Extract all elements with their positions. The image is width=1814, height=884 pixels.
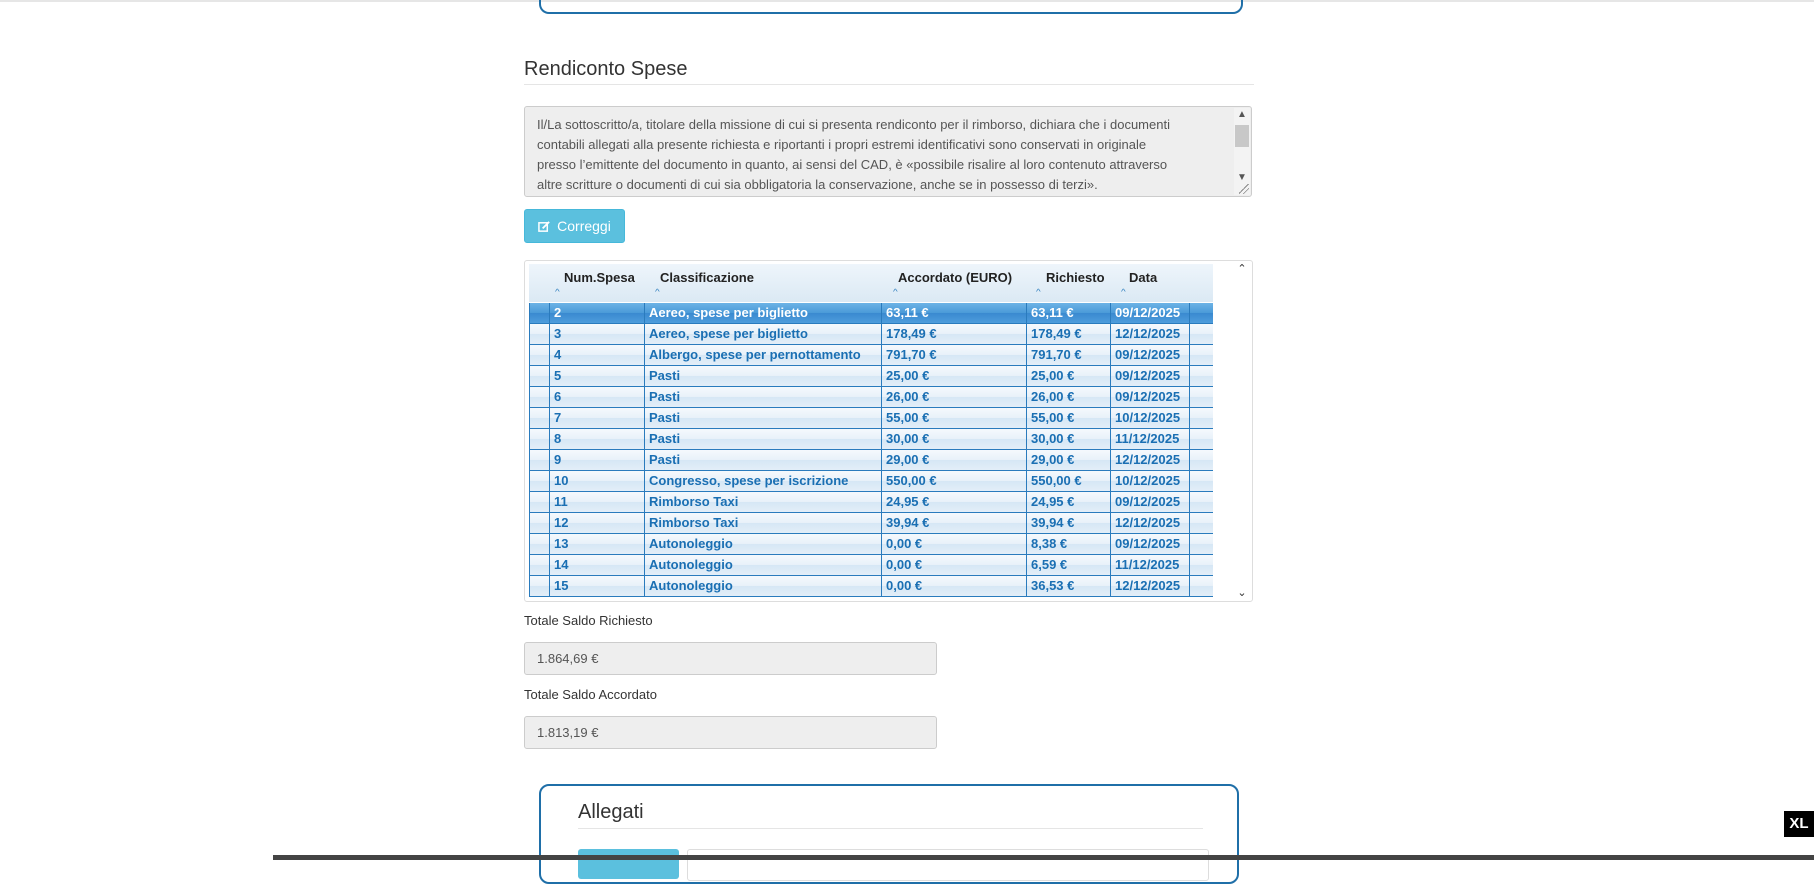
horizontal-scrollbar[interactable] [273,855,1814,860]
cell-accordato: 0,00 € [881,534,1026,554]
cell-richiesto: 36,53 € [1026,576,1110,596]
row-indicator [529,492,549,512]
row-indicator [529,534,549,554]
table-row[interactable] [529,534,1213,555]
allegati-file-input[interactable] [687,849,1209,881]
cell-richiesto: 8,38 € [1026,534,1110,554]
cell-data: 12/12/2025 [1110,324,1190,344]
cell-accordato: 26,00 € [881,387,1026,407]
cell-classificazione: Pasti [644,429,881,449]
row-indicator [529,471,549,491]
declaration-textarea[interactable] [524,106,1252,197]
section-divider [524,84,1254,85]
sort-caret-icon[interactable]: ^ [1121,288,1126,297]
cell-classificazione: Aereo, spese per biglietto [644,324,881,344]
scroll-thumb[interactable] [1235,125,1249,147]
cell-classificazione: Autonoleggio [644,555,881,575]
cell-accordato: 29,00 € [881,450,1026,470]
row-indicator [529,429,549,449]
cell-num-spesa: 3 [549,324,644,344]
cell-richiesto: 6,59 € [1026,555,1110,575]
totale-richiesto-field[interactable]: 1.864,69 € [524,642,937,675]
previous-panel [539,0,1243,14]
row-indicator [529,324,549,344]
scroll-down-icon[interactable]: ▼ [1237,172,1247,183]
cell-richiesto: 550,00 € [1026,471,1110,491]
grid-body [529,303,1213,597]
cell-data: 09/12/2025 [1110,345,1190,365]
table-row[interactable] [529,513,1213,534]
cell-num-spesa: 6 [549,387,644,407]
cell-data: 12/12/2025 [1110,576,1190,596]
cell-num-spesa: 9 [549,450,644,470]
cell-accordato: 24,95 € [881,492,1026,512]
cell-data: 11/12/2025 [1110,429,1190,449]
cell-data: 09/12/2025 [1110,303,1190,323]
section-title: Rendiconto Spese [524,58,688,80]
cell-classificazione: Pasti [644,366,881,386]
cell-accordato: 0,00 € [881,555,1026,575]
row-indicator [529,576,549,596]
cell-num-spesa: 15 [549,576,644,596]
cell-richiesto: 55,00 € [1026,408,1110,428]
cell-richiesto: 39,94 € [1026,513,1110,533]
table-row[interactable] [529,576,1213,597]
cell-richiesto: 178,49 € [1026,324,1110,344]
row-indicator [529,450,549,470]
cell-classificazione: Aereo, spese per biglietto [644,303,881,323]
totale-richiesto-label: Totale Saldo Richiesto [524,613,653,628]
row-indicator [529,345,549,365]
cell-richiesto: 24,95 € [1026,492,1110,512]
table-row[interactable] [529,324,1213,345]
row-indicator [529,408,549,428]
scroll-up-icon[interactable]: ▲ [1237,109,1247,120]
declaration-line: contabili allegati alla presente richiesta e riportanti i propri estremi identificativi sono conservati in originale [537,137,1147,152]
cell-num-spesa: 5 [549,366,644,386]
cell-richiesto: 63,11 € [1026,303,1110,323]
cell-data: 12/12/2025 [1110,450,1190,470]
cell-num-spesa: 2 [549,303,644,323]
cell-classificazione: Albergo, spese per pernottamento [644,345,881,365]
grid-header [529,264,1213,302]
scroll-up-icon[interactable]: ⌃ [1237,263,1247,275]
spese-grid [524,260,1253,602]
table-row[interactable] [529,555,1213,576]
declaration-line: Il/La sottoscritto/a, titolare della missione di cui si presenta rendiconto per il rimborso, dichiara che i documenti [537,117,1170,132]
cell-richiesto: 26,00 € [1026,387,1110,407]
table-row[interactable] [529,366,1213,387]
allegati-panel [539,784,1239,884]
grid-scrollbar[interactable] [1233,262,1251,600]
cell-richiesto: 791,70 € [1026,345,1110,365]
cell-accordato: 178,49 € [881,324,1026,344]
allegati-divider [578,828,1203,829]
table-row[interactable] [529,387,1213,408]
cell-richiesto: 25,00 € [1026,366,1110,386]
row-indicator [529,387,549,407]
cell-classificazione: Autonoleggio [644,576,881,596]
resize-handle-icon[interactable] [1239,184,1249,194]
cell-num-spesa: 14 [549,555,644,575]
sort-caret-icon[interactable]: ^ [655,288,660,297]
cell-data: 09/12/2025 [1110,366,1190,386]
declaration-scrollbar[interactable] [1234,108,1250,195]
cell-accordato: 25,00 € [881,366,1026,386]
cell-num-spesa: 13 [549,534,644,554]
row-indicator [529,555,549,575]
allegati-upload-button[interactable] [578,849,679,879]
table-row[interactable] [529,408,1213,429]
cell-num-spesa: 10 [549,471,644,491]
table-row[interactable] [529,471,1213,492]
correggi-label: Correggi [557,218,611,234]
totale-accordato-field[interactable]: 1.813,19 € [524,716,937,749]
col-header-richiesto[interactable]: Richiesto [1046,270,1105,285]
sort-caret-icon[interactable]: ^ [893,288,898,297]
cell-classificazione: Rimborso Taxi [644,513,881,533]
cell-num-spesa: 12 [549,513,644,533]
sort-caret-icon[interactable]: ^ [555,288,560,297]
cell-accordato: 0,00 € [881,576,1026,596]
col-header-classificazione[interactable]: Classificazione [660,270,754,285]
cell-accordato: 55,00 € [881,408,1026,428]
cell-data: 09/12/2025 [1110,492,1190,512]
scroll-down-icon[interactable]: ⌄ [1237,587,1247,599]
table-row[interactable] [529,492,1213,513]
cell-accordato: 550,00 € [881,471,1026,491]
cell-num-spesa: 7 [549,408,644,428]
cell-data: 12/12/2025 [1110,513,1190,533]
cell-richiesto: 30,00 € [1026,429,1110,449]
cell-data: 10/12/2025 [1110,471,1190,491]
col-header-accordato[interactable]: Accordato (EURO) [898,270,1013,285]
allegati-title: Allegati [578,801,644,823]
cell-classificazione: Congresso, spese per iscrizione [644,471,881,491]
cell-data: 09/12/2025 [1110,534,1190,554]
cell-classificazione: Autonoleggio [644,534,881,554]
cell-richiesto: 29,00 € [1026,450,1110,470]
row-indicator [529,513,549,533]
edit-icon [538,220,551,233]
row-indicator [529,366,549,386]
cell-accordato: 30,00 € [881,429,1026,449]
col-header-num[interactable]: Num.Spesa [564,270,635,285]
breakpoint-badge: XL [1784,811,1814,837]
declaration-text [537,115,1229,195]
table-row[interactable] [529,429,1213,450]
cell-num-spesa: 8 [549,429,644,449]
correggi-button[interactable] [524,209,625,243]
row-indicator [529,303,549,323]
table-row[interactable] [529,303,1213,324]
declaration-line: presso l’emittente del documento in quanto, ai sensi del CAD, è «possibile risalire al loro contenuto attraverso [537,157,1168,172]
cell-classificazione: Pasti [644,387,881,407]
table-row[interactable] [529,345,1213,366]
cell-num-spesa: 4 [549,345,644,365]
table-row[interactable] [529,450,1213,471]
cell-accordato: 63,11 € [881,303,1026,323]
cell-accordato: 791,70 € [881,345,1026,365]
cell-data: 11/12/2025 [1110,555,1190,575]
cell-classificazione: Rimborso Taxi [644,492,881,512]
cell-classificazione: Pasti [644,408,881,428]
cell-data: 09/12/2025 [1110,387,1190,407]
cell-num-spesa: 11 [549,492,644,512]
sort-caret-icon[interactable]: ^ [1036,288,1041,297]
cell-data: 10/12/2025 [1110,408,1190,428]
cell-classificazione: Pasti [644,450,881,470]
totale-accordato-label: Totale Saldo Accordato [524,687,657,702]
declaration-line: altre scritture o documenti di cui sia obbligatoria la conservazione, anche se in possesso di terzi». [537,177,1098,192]
cell-accordato: 39,94 € [881,513,1026,533]
col-header-data[interactable]: Data [1129,270,1158,285]
